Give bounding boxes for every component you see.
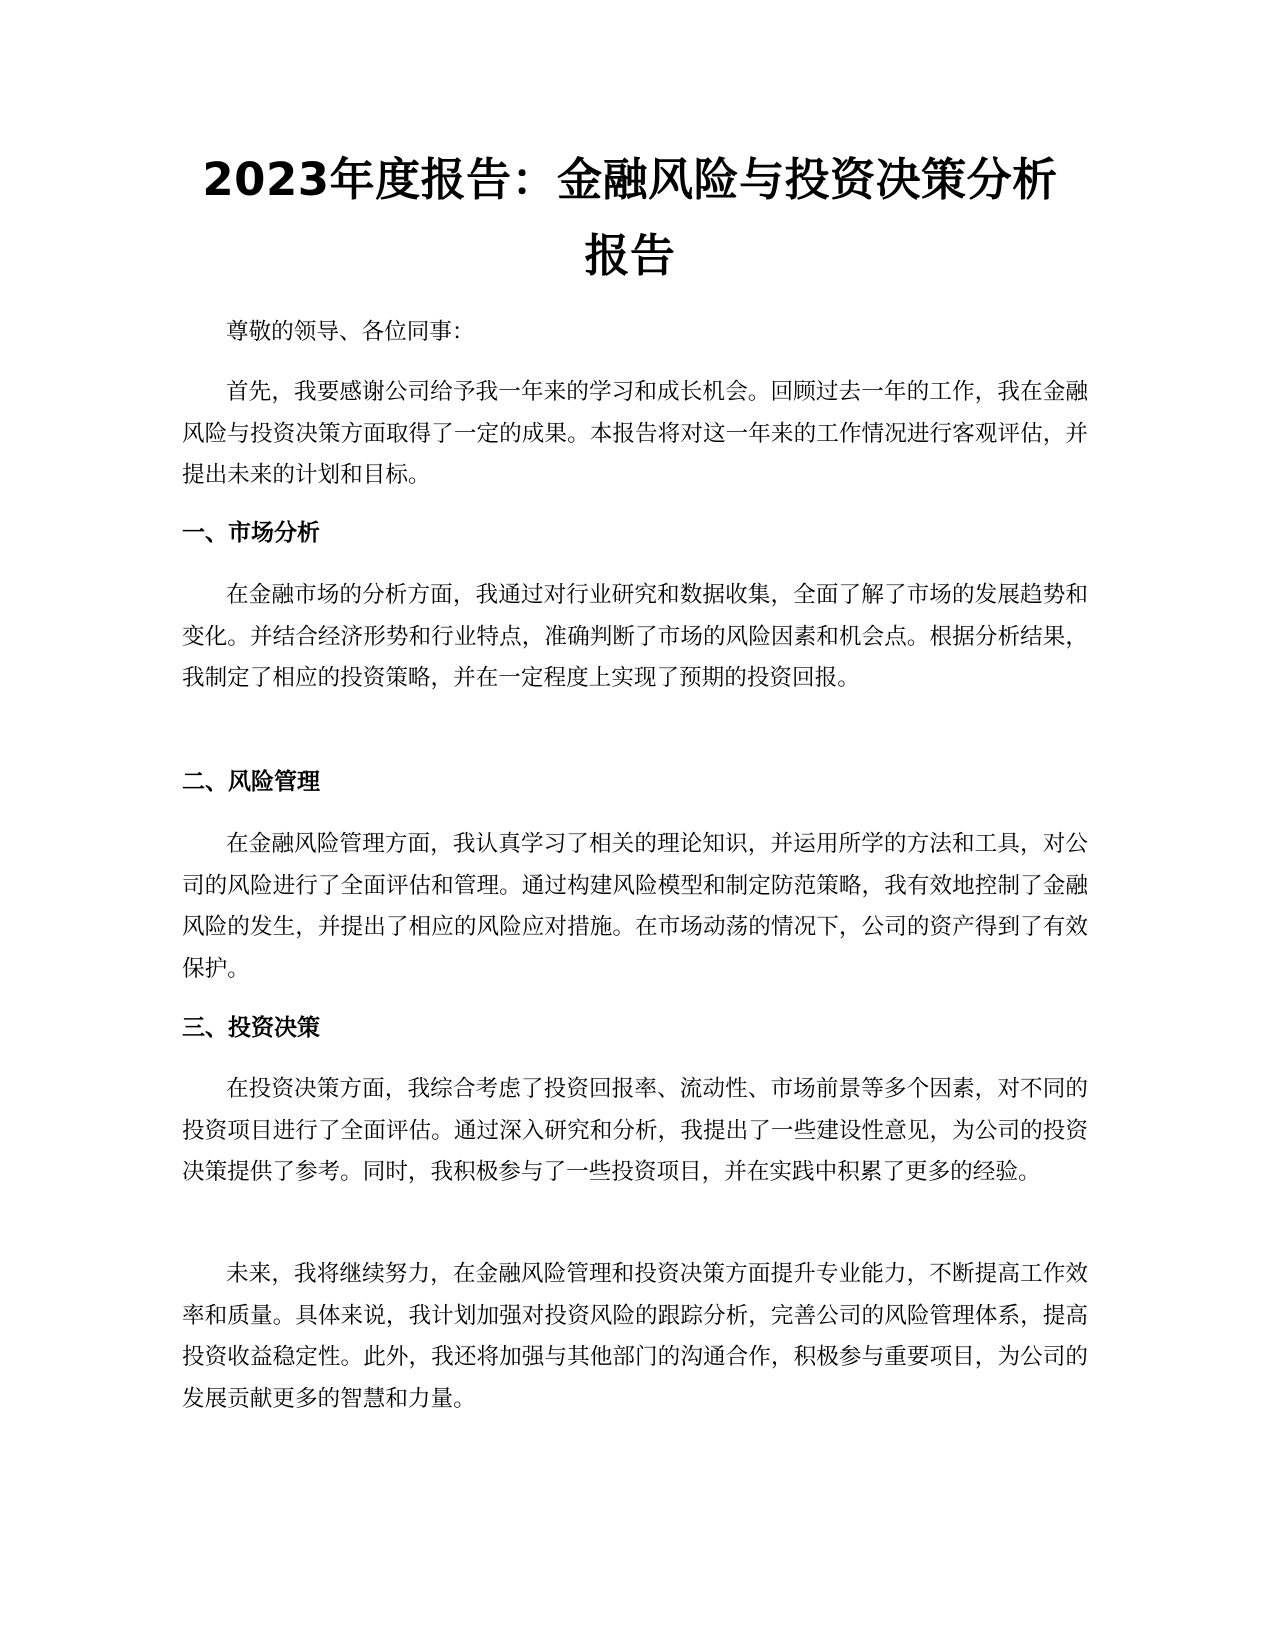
section-heading-market-analysis: 一、市场分析 (182, 520, 320, 546)
document-title: 2023年度报告：金融风险与投资决策分析报告 (202, 153, 1058, 282)
section-heading-risk-management: 二、风险管理 (182, 769, 320, 795)
section-body-market-analysis: 在金融市场的分析方面，我通过对行业研究和数据收集，全面了解了市场的发展趋势和变化。并结合经济形势和行业特点，准确判断了市场的风险因素和机会点。根据分析结果，我制定了相应的投资策略，并在一定程度上实现了预期的投资回报。 (182, 582, 1088, 691)
section-body-investment-decisions: 在投资决策方面，我综合考虑了投资回报率、流动性、市场前景等多个因素，对不同的投资项目进行了全面评估。通过深入研究和分析，我提出了一些建设性意见，为公司的投资决策提供了参考。同时，我积极参与了一些投资项目，并在实践中积累了更多的经验。 (182, 1076, 1088, 1185)
salutation: 尊敬的领导、各位同事： (226, 319, 475, 345)
section-body-risk-management: 在金融风险管理方面，我认真学习了相关的理论知识，并运用所学的方法和工具，对公司的风险进行了全面评估和管理。通过构建风险模型和制定防范策略，我有效地控制了金融风险的发生，并提出了相应的风险应对措施。在市场动荡的情况下，公司的资产得到了有效保护。 (182, 831, 1088, 982)
intro-paragraph: 首先，我要感谢公司给予我一年来的学习和成长机会。回顾过去一年的工作，我在金融风险与投资决策方面取得了一定的成果。本报告将对这一年来的工作情况进行客观评估，并提出未来的计划和目标。 (182, 379, 1088, 488)
section-heading-investment-decisions: 三、投资决策 (182, 1015, 320, 1041)
conclusion-paragraph: 未来，我将继续努力，在金融风险管理和投资决策方面提升专业能力，不断提高工作效率和质量。具体来说，我计划加强对投资风险的跟踪分析，完善公司的风险管理体系，提高投资收益稳定性。此外，我还将加强与其他部门的沟通合作，积极参与重要项目，为公司的发展贡献更多的智慧和力量。 (182, 1261, 1088, 1412)
